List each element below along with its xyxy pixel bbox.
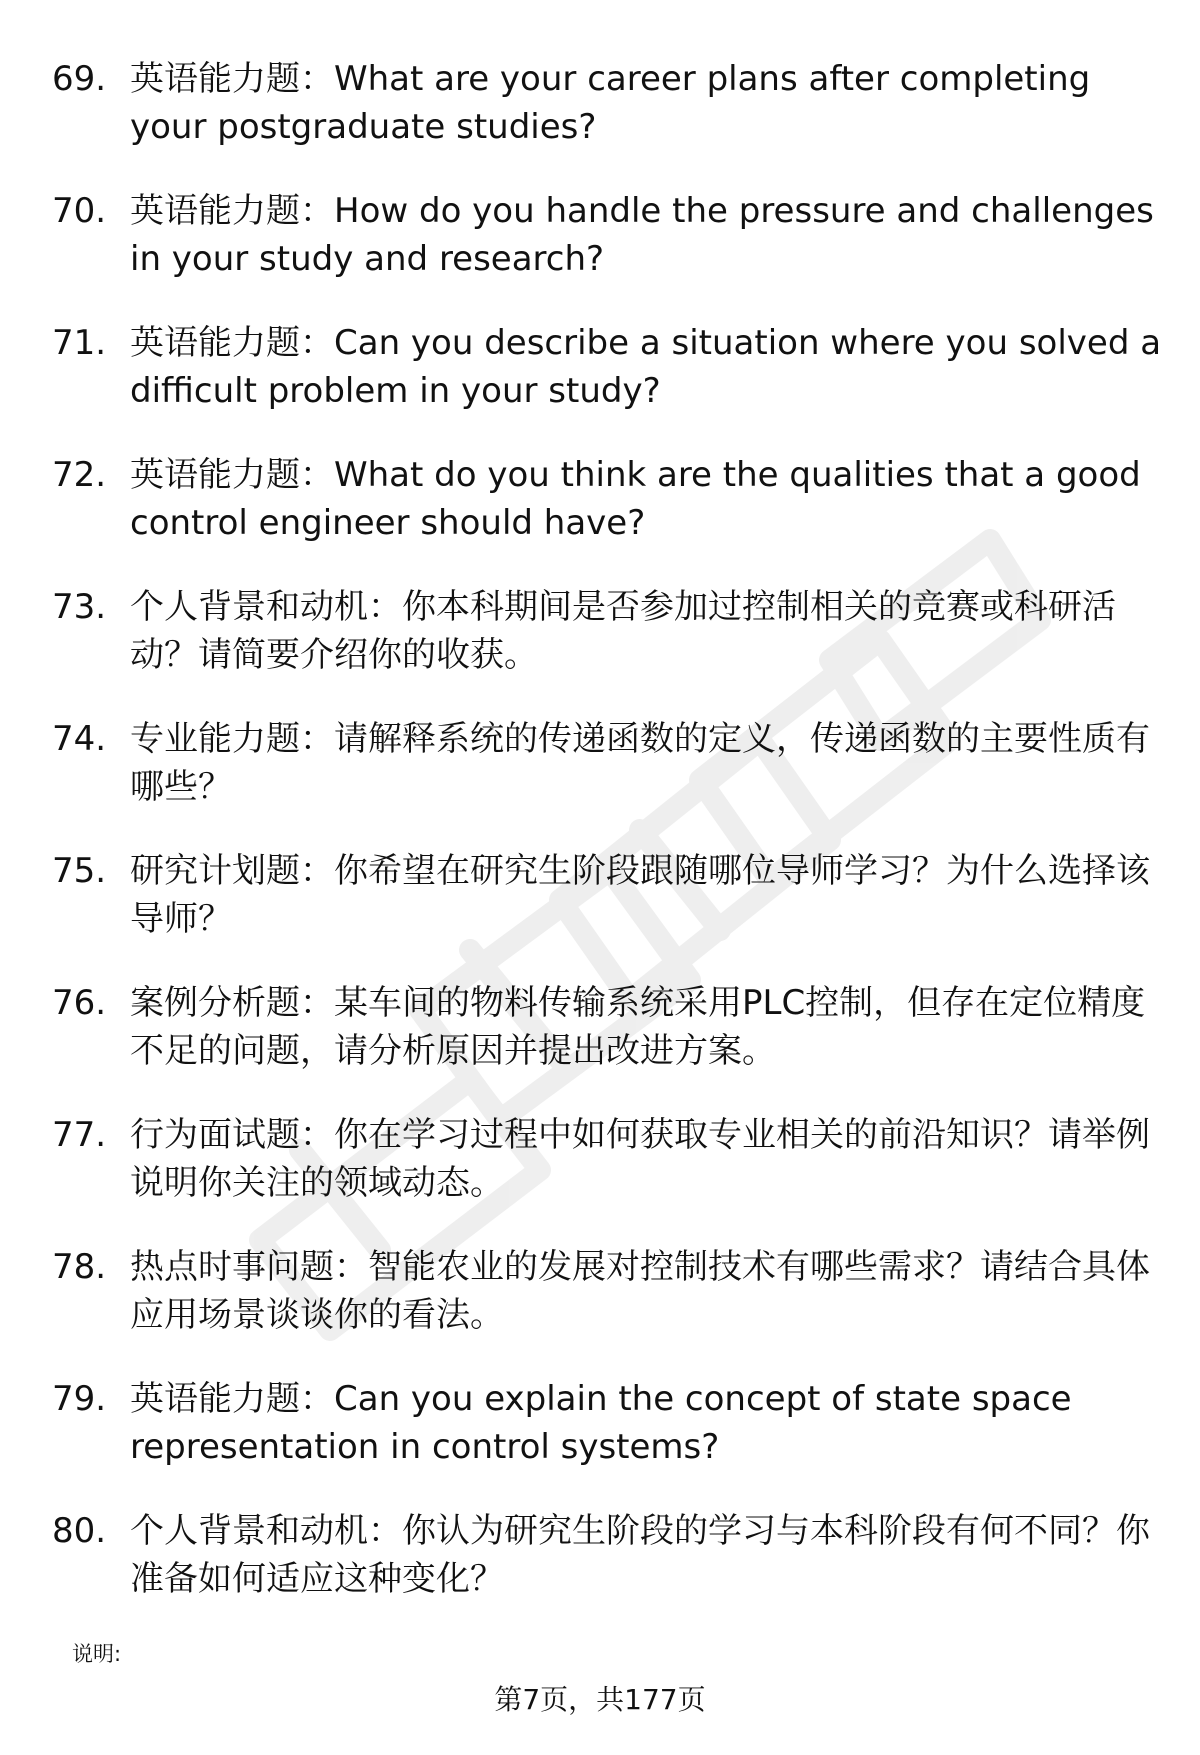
note-label: 说明: bbox=[72, 1642, 122, 1666]
question-number: 74. bbox=[52, 719, 107, 759]
question-category: 研究计划题： bbox=[130, 851, 334, 891]
list-item bbox=[52, 979, 1162, 1111]
list-item bbox=[52, 1111, 1162, 1243]
list-item bbox=[52, 583, 1162, 715]
question-number: 69. bbox=[52, 59, 107, 99]
list-item bbox=[52, 451, 1162, 583]
question-body bbox=[130, 1375, 1162, 1471]
question-text: 智能农业的发展对控制技术有哪些需求？请结合具体应用场景谈谈你的看法。 bbox=[130, 1247, 1150, 1335]
question-body bbox=[130, 319, 1162, 415]
question-body bbox=[130, 451, 1162, 547]
question-list bbox=[52, 55, 1162, 1639]
question-body bbox=[130, 1507, 1162, 1603]
question-number: 76. bbox=[52, 983, 107, 1023]
question-category: 英语能力题： bbox=[130, 455, 334, 495]
question-number: 77. bbox=[52, 1115, 107, 1155]
question-category: 个人背景和动机： bbox=[130, 587, 402, 627]
question-category: 英语能力题： bbox=[130, 1379, 334, 1419]
question-number: 75. bbox=[52, 851, 107, 891]
question-text: 某车间的物料传输系统采用PLC控制，但存在定位精度不足的问题，请分析原因并提出改进方案。 bbox=[130, 983, 1146, 1071]
list-item bbox=[52, 187, 1162, 319]
question-text: 你希望在研究生阶段跟随哪位导师学习？为什么选择该导师？ bbox=[130, 851, 1150, 939]
list-item bbox=[52, 319, 1162, 451]
question-category: 英语能力题： bbox=[130, 191, 334, 231]
question-number: 70. bbox=[52, 191, 107, 231]
question-category: 个人背景和动机： bbox=[130, 1511, 402, 1551]
question-number: 72. bbox=[52, 455, 107, 495]
list-item bbox=[52, 1243, 1162, 1375]
question-number: 73. bbox=[52, 587, 107, 627]
list-item bbox=[52, 1375, 1162, 1507]
question-text: What do you think are the qualities that a good control engineer should have? bbox=[130, 455, 1141, 543]
question-category: 案例分析题： bbox=[130, 983, 334, 1023]
question-category: 行为面试题： bbox=[130, 1115, 334, 1155]
list-item bbox=[52, 55, 1162, 187]
question-body bbox=[130, 55, 1162, 151]
question-number: 78. bbox=[52, 1247, 107, 1287]
question-category: 热点时事问题： bbox=[130, 1247, 368, 1287]
question-body bbox=[130, 187, 1162, 283]
question-body bbox=[130, 583, 1162, 679]
question-text: Can you explain the concept of state space representation in control systems? bbox=[130, 1379, 1072, 1467]
page-footer: 第7页，共177页 bbox=[494, 1683, 706, 1716]
list-item bbox=[52, 715, 1162, 847]
question-body bbox=[130, 1111, 1162, 1207]
question-body bbox=[130, 979, 1162, 1075]
question-text: 你在学习过程中如何获取专业相关的前沿知识？请举例说明你关注的领域动态。 bbox=[130, 1115, 1150, 1203]
question-text: 你认为研究生阶段的学习与本科阶段有何不同？你准备如何适应这种变化？ bbox=[130, 1511, 1150, 1599]
list-item bbox=[52, 1507, 1162, 1639]
question-number: 71. bbox=[52, 323, 107, 363]
question-body bbox=[130, 847, 1162, 943]
question-category: 英语能力题： bbox=[130, 323, 334, 363]
question-body bbox=[130, 1243, 1162, 1339]
question-text: What are your career plans after completing your postgraduate studies? bbox=[130, 59, 1091, 147]
question-body bbox=[130, 715, 1162, 811]
question-number: 80. bbox=[52, 1511, 107, 1551]
question-text: Can you describe a situation where you solved a difficult problem in your study? bbox=[130, 323, 1162, 411]
question-text: How do you handle the pressure and challenges in your study and research? bbox=[130, 191, 1154, 279]
question-text: 请解释系统的传递函数的定义，传递函数的主要性质有哪些？ bbox=[130, 719, 1150, 807]
list-item bbox=[52, 847, 1162, 979]
question-number: 79. bbox=[52, 1379, 107, 1419]
question-category: 专业能力题： bbox=[130, 719, 334, 759]
question-category: 英语能力题： bbox=[130, 59, 334, 99]
question-text: 你本科期间是否参加过控制相关的竞赛或科研活动？请简要介绍你的收获。 bbox=[130, 587, 1116, 675]
